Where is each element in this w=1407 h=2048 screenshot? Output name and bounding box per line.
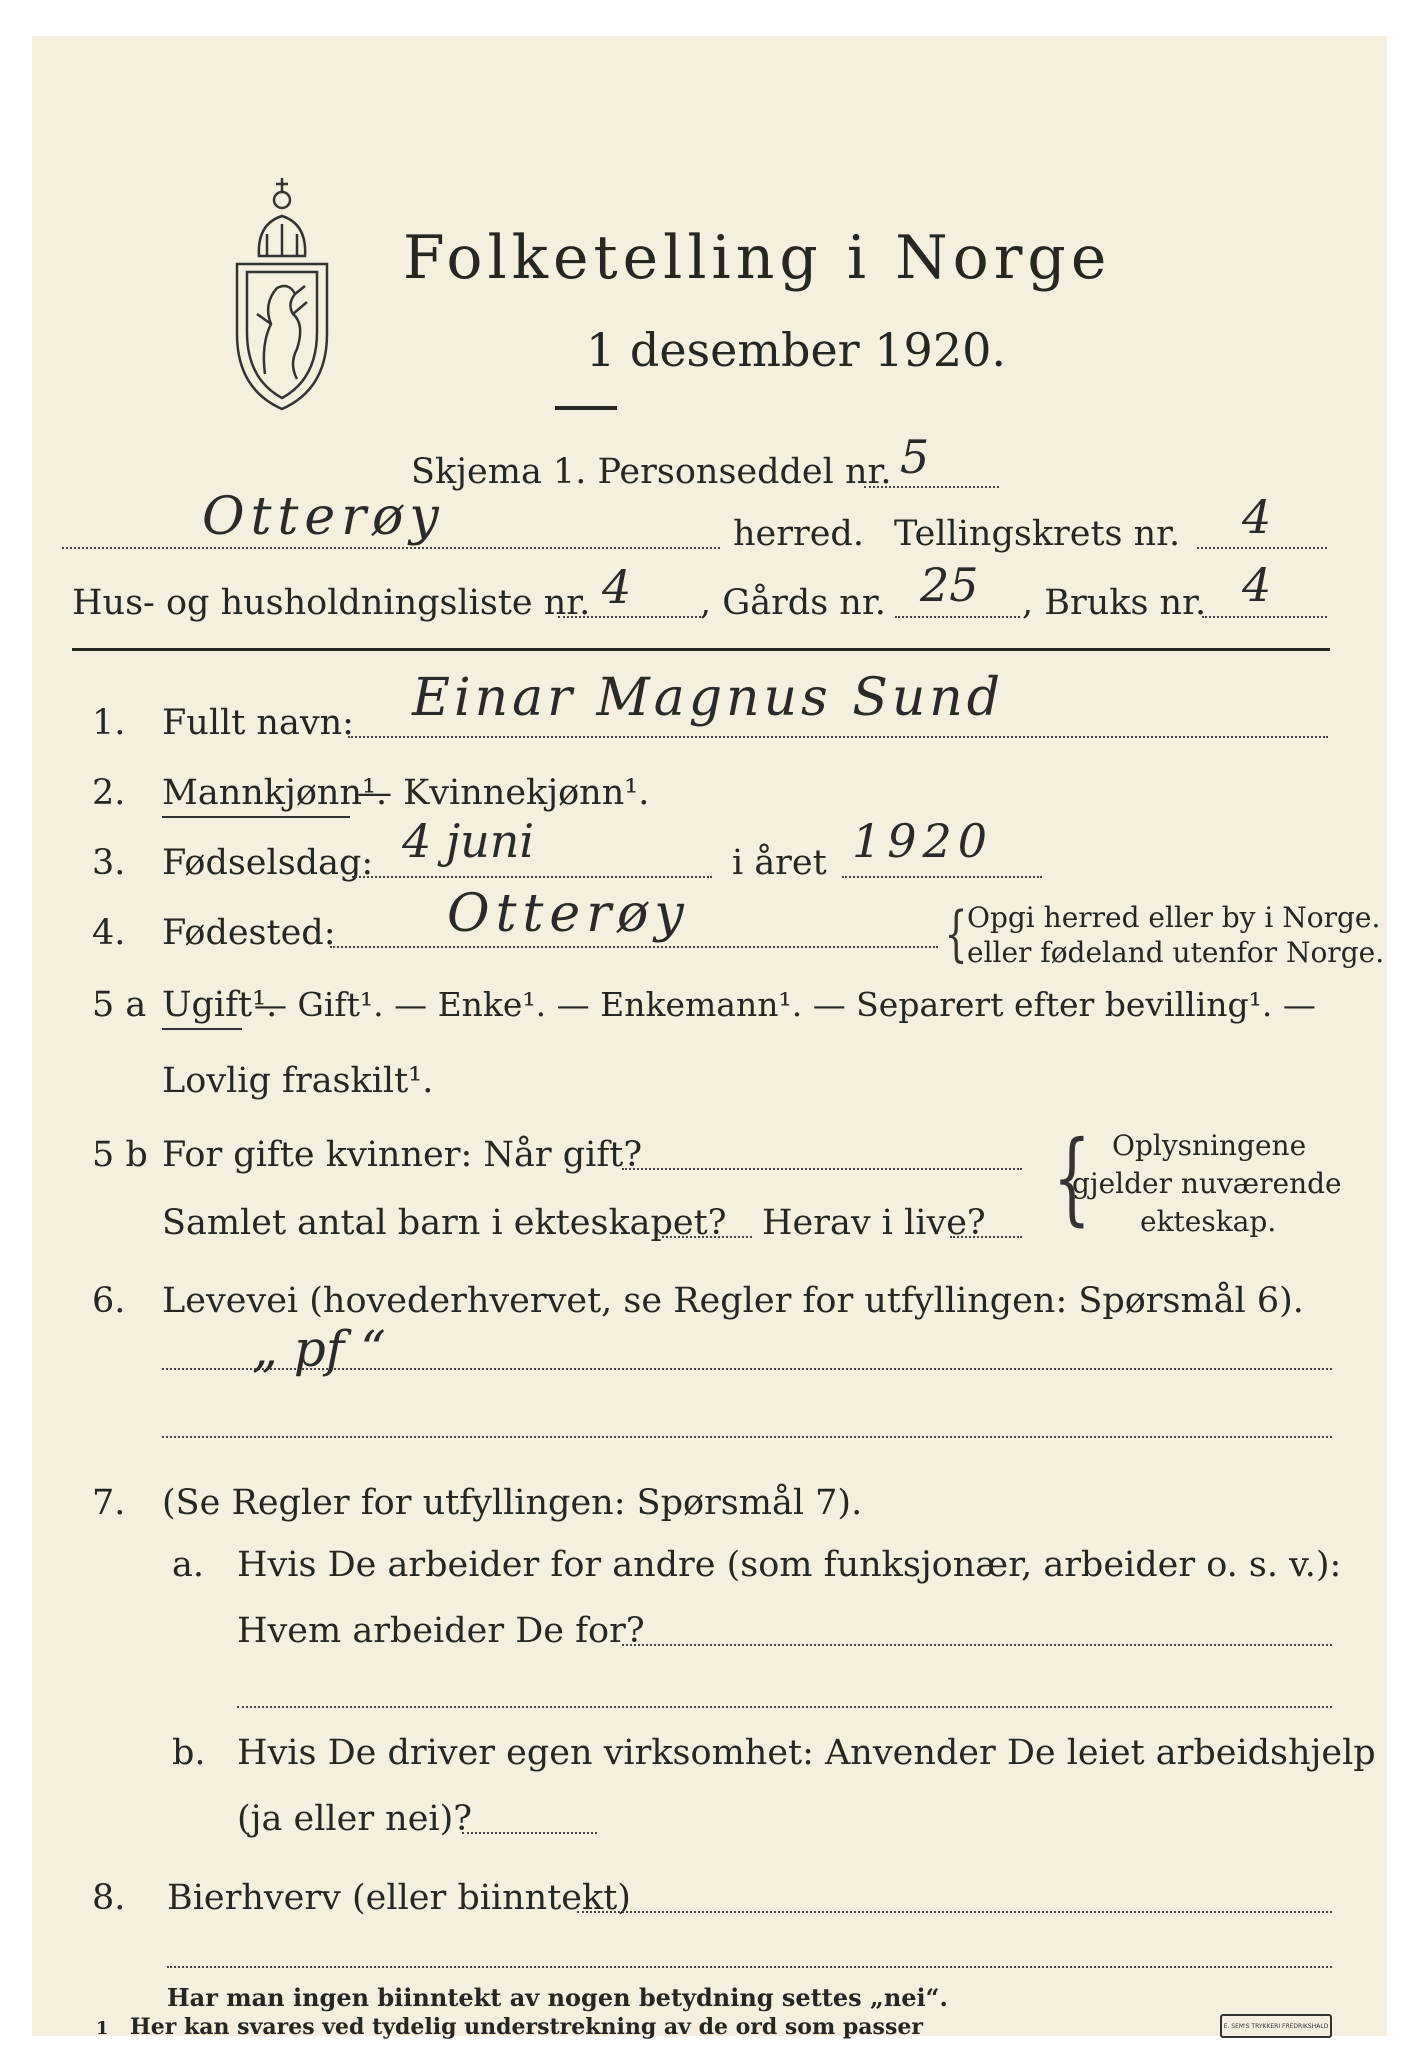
q5b-label: For gifte kvinner: Når gift? <box>162 1135 643 1175</box>
bruks-value[interactable]: 4 <box>1242 558 1272 612</box>
q8-label: Bierhverv (eller biinntekt) <box>167 1878 631 1918</box>
q7b-letter: b. <box>172 1733 206 1773</box>
herred-value[interactable]: Otterøy <box>202 487 445 547</box>
bruks-field-line <box>1202 616 1327 618</box>
title-divider <box>555 406 617 410</box>
printer-stamp <box>1220 2014 1332 2038</box>
q6-number: 6. <box>92 1281 126 1321</box>
q7b-label: Hvis De driver egen virksomhet: Anvender De leiet arbeidshjelp <box>237 1733 1376 1773</box>
q1-number: 1. <box>92 703 126 743</box>
q5a-number: 5 a <box>92 985 147 1025</box>
q7b-field-line <box>462 1832 597 1834</box>
q5a-other-options[interactable]: — Gift¹. — Enke¹. — Enkemann¹. — Separert efter bevilling¹. — <box>254 985 1316 1024</box>
q5b-number: 5 b <box>92 1135 148 1175</box>
q2-number: 2. <box>92 773 126 813</box>
bruks-label: , Bruks nr. <box>1022 583 1207 623</box>
q7-number: 7. <box>92 1483 126 1523</box>
personseddel-number[interactable]: 5 <box>900 430 930 484</box>
q6-label: Levevei (hovederhvervet, se Regler for utfyllingen: Spørsmål 6). <box>162 1281 1304 1321</box>
gards-label: , Gårds nr. <box>700 583 886 623</box>
q5b-children-field-line <box>662 1236 752 1238</box>
q7a-employer-label: Hvem arbeider De for? <box>237 1611 645 1651</box>
q5b-alive-field-line <box>950 1236 1022 1238</box>
skjema-field-line <box>864 486 999 488</box>
printer-stamp-text: E. SEM'S TRYKKERI FREDRIKSHALD <box>1223 2022 1329 2030</box>
q3-label: Fødselsdag: <box>162 843 374 883</box>
gards-value[interactable]: 25 <box>920 558 979 612</box>
footnote-number: 1 <box>96 2018 109 2039</box>
q4-field-line <box>330 946 938 948</box>
q5b-married-field-line <box>622 1168 1022 1170</box>
herred-label: herred. <box>733 514 864 554</box>
footnote-text: Her kan svares ved tydelig understrekning av de ord som passer <box>130 2014 923 2040</box>
q4-note-line2: eller fødeland utenfor Norge. <box>967 936 1385 969</box>
q5a-line2[interactable]: Lovlig fraskilt¹. <box>162 1061 434 1101</box>
q7a-letter: a. <box>172 1545 204 1585</box>
q7a-label: Hvis De arbeider for andre (som funksjonær, arbeider o. s. v.): <box>237 1545 1342 1585</box>
skjema-label: Skjema 1. Personseddel nr. <box>411 452 892 492</box>
birthplace-value[interactable]: Otterøy <box>447 884 690 944</box>
q5b-note-line3: ekteskap. <box>1140 1205 1277 1238</box>
q1-field-line <box>348 736 1328 738</box>
q2-other-options[interactable]: — Kvinnekjønn¹. <box>357 773 650 813</box>
q2-male-underline <box>162 816 350 818</box>
q3-number: 3. <box>92 843 126 883</box>
header-divider <box>72 648 1330 651</box>
q5b-brace: { <box>1052 1119 1091 1236</box>
q5b-children-label: Samlet antal barn i ekteskapet? <box>162 1203 727 1243</box>
q8-number: 8. <box>92 1878 126 1918</box>
q7b-hire-label: (ja eller nei)? <box>237 1799 473 1839</box>
q6-field-line-2 <box>162 1436 1332 1438</box>
q8-field-line-2 <box>167 1966 1332 1968</box>
q1-label: Fullt navn: <box>162 703 354 743</box>
norway-coat-of-arms-icon <box>227 164 337 414</box>
birth-date-value[interactable]: 4 juni <box>402 814 535 868</box>
q5b-alive-label: Herav i live? <box>762 1203 986 1243</box>
q4-brace: { <box>944 899 968 969</box>
q5b-note-line1: Oplysningene <box>1112 1129 1307 1162</box>
q2-male-option[interactable]: Mannkjønn¹. <box>162 773 388 813</box>
q5a-ugift-option[interactable]: Ugift¹. <box>162 985 278 1025</box>
tellingskrets-label: Tellingskrets nr. <box>894 514 1181 554</box>
q7-label: (Se Regler for utfyllingen: Spørsmål 7). <box>162 1483 863 1523</box>
q3-field-line <box>352 876 712 878</box>
husholdningsliste-field-line <box>558 616 701 618</box>
husholdningsliste-label: Hus- og husholdningsliste nr. <box>72 583 591 623</box>
tellingskrets-value[interactable]: 4 <box>1242 490 1272 544</box>
q3-year-label: i året <box>732 843 827 883</box>
herred-field-line <box>62 547 720 549</box>
form-date: 1 desember 1920. <box>586 323 1006 377</box>
q7a-employer-field-line <box>622 1644 1332 1646</box>
q4-number: 4. <box>92 913 126 953</box>
occupation-value[interactable]: „ pf “ <box>252 1320 386 1378</box>
tellingskrets-field-line <box>1197 547 1327 549</box>
husholdningsliste-value[interactable]: 4 <box>602 560 632 614</box>
q7a-field-line-2 <box>237 1706 1332 1708</box>
census-form-page <box>32 36 1387 2040</box>
birth-year-value[interactable]: 1920 <box>852 814 994 868</box>
gards-field-line <box>895 616 1020 618</box>
form-title: Folketelling i Norge <box>403 223 1112 293</box>
q4-label: Fødested: <box>162 913 336 953</box>
q4-note-line1: Opgi herred eller by i Norge. <box>967 901 1381 934</box>
q5b-note-line2: gjelder nuværende <box>1072 1167 1342 1200</box>
q8-field-line <box>577 1911 1332 1913</box>
footer-note: Har man ingen biinntekt av nogen betydning settes „nei“. <box>167 1983 948 2012</box>
q3-year-field-line <box>842 876 1042 878</box>
full-name-value[interactable]: Einar Magnus Sund <box>412 668 1005 728</box>
q5a-ugift-underline <box>162 1028 242 1030</box>
